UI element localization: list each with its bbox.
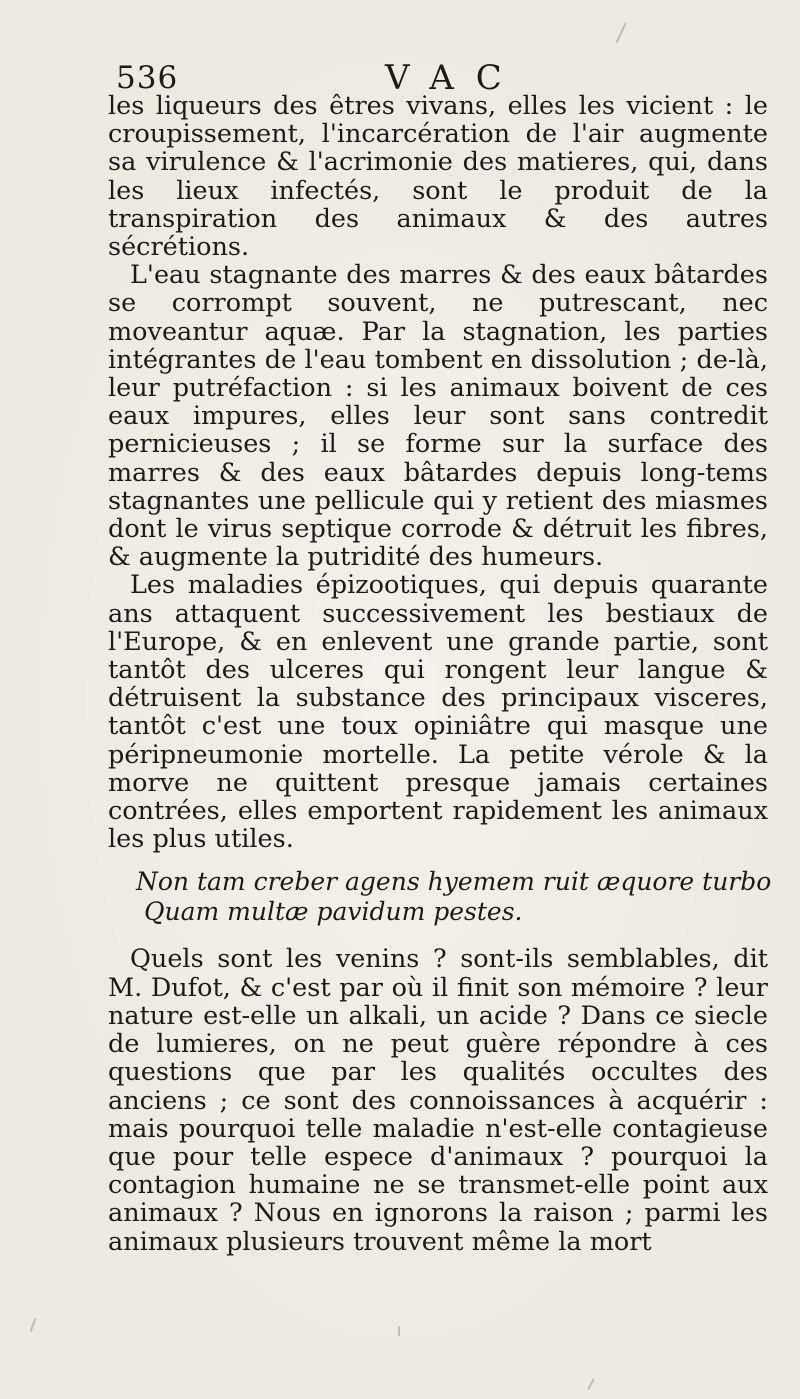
paragraph: les liqueurs des êtres vivans, elles les vicient : le croupissement, l'incarcération de l'air augmente sa virulence & l'acrimonie des matieres, qui, dans les lieux infectés, sont le produit de la transpiration des animaux & des autres sécrétions. (108, 91, 768, 263)
paragraph: L'eau stagnante des marres & des eaux bâtardes se corrompt souvent, ne putrescant, nec moveantur aquæ. Par la stagnation, les parties intégrantes de l'eau tombent en dissolution ; de-là, leur putréfaction : si les animaux boivent de ces eaux impures, elles leur sont sans contredit pernicieuses ; il se forme sur la surface des marres & des eaux bâtardes depuis long-tems stagnantes une pellicule qui y retient des miasmes dont le virus septique corrode & détruit les fibres, & augmente la putridité des humeurs. (108, 260, 768, 573)
paragraph: Les maladies épizootiques, qui depuis quarante ans attaquent successivement les bestiaux de l'Europe, & en enlevent une grande partie, sont tantôt des ulceres qui rongent leur langue & détruisent la substance des principaux visceres, tantôt c'est une toux opiniâtre qui masque une péripneumonie mortelle. La petite vérole & la morve ne quittent presque jamais certaines contrées, elles emportent rapidement les animaux les plus utiles. (108, 570, 768, 855)
body-text (108, 91, 772, 1257)
latin-quotation (136, 867, 772, 927)
quotation-line: Quam multæ pavidum pestes. (144, 897, 523, 927)
paper-speck (398, 1326, 400, 1336)
paper-speck (587, 1378, 595, 1389)
page-number: 536 (116, 60, 179, 96)
paper-speck (615, 23, 626, 44)
running-head: VAC (385, 58, 524, 98)
paragraph: Quels sont les venins ? sont-ils semblables, dit M. Dufot, & c'est par où il finit son mémoire ? leur nature est-elle un alkali, un acide ? Dans ce siecle de lumieres, on ne peut guère répondre à ces questions que par les qualités occultes des anciens ; ce sont des connoissances à acquérir : mais pourquoi telle maladie n'est-elle contagieuse que pour telle espece d'animaux ? pourquoi la contagion humaine ne se transmet-elle point aux animaux ? Nous en ignorons la raison ; parmi les animaux plusieurs trouvent même la mort (108, 944, 768, 1257)
paper-speck (30, 1318, 37, 1332)
quotation-line: Non tam creber agens hyemem ruit æquore turbo (136, 867, 772, 897)
